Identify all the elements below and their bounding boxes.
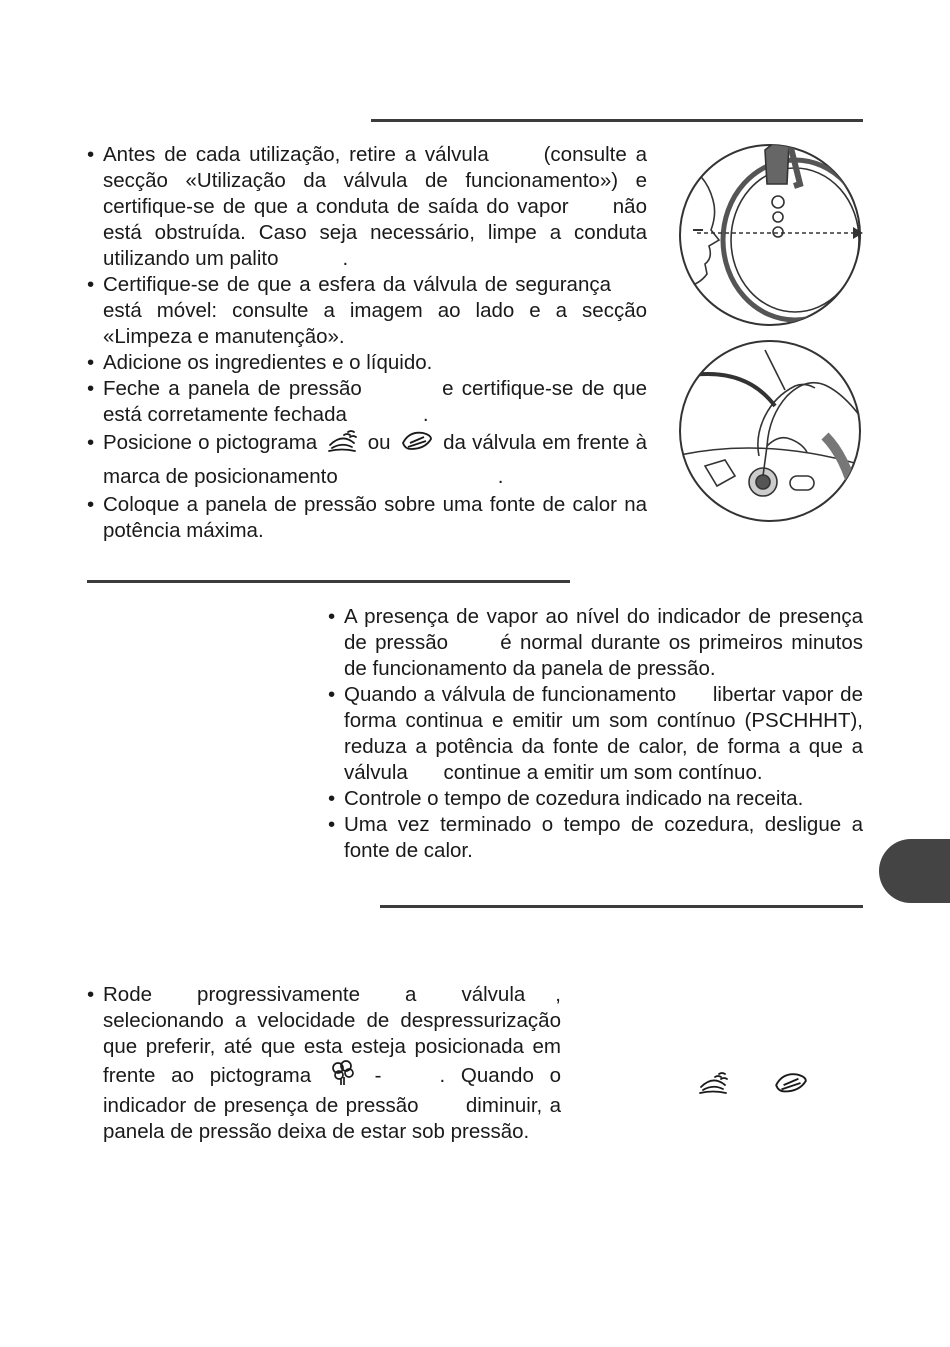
- steam-fish-icon: [773, 1070, 809, 1101]
- list-item: • Coloque a panela de pressão sobre uma fonte de calor na potência máxima.: [87, 492, 647, 544]
- chapter-tab: [879, 839, 950, 903]
- list-item: • Posicione o pictograma ou da válvula em frente à marca de posicionamento .: [87, 428, 647, 492]
- section-rule-1: [371, 119, 863, 122]
- list-item: • Adicione os ingredientes e o líquido.: [87, 350, 647, 376]
- valve-inspection-illustration: [675, 140, 865, 330]
- section-rule-2: [87, 580, 570, 583]
- steam-vegetables-icon: [326, 429, 358, 462]
- section-rule-3: [380, 905, 863, 908]
- list-item: • A presença de vapor ao nível do indicador de presença de pressão é normal durante os primeiros minutos de funcionamento da panela de pressão.: [328, 604, 863, 682]
- steam-fish-icon: [400, 429, 434, 462]
- steam-release-icon: [330, 1060, 356, 1093]
- section-3-list: [87, 982, 561, 1145]
- list-item: • Uma vez terminado o tempo de cozedura, desligue a fonte de calor.: [328, 812, 863, 864]
- list-item: • Quando a válvula de funcionamento libertar vapor de forma continua e emitir um som contínuo (PSCHHHT), reduza a potência da fonte de calor, de forma a que a válvula continue a emitir um som contínuo.: [328, 682, 863, 786]
- list-item: • Feche a panela de pressão e certifique-se de que está corretamente fechada .: [87, 376, 647, 428]
- steam-vegetables-icon: [697, 1070, 729, 1101]
- section-2-list: [328, 604, 863, 864]
- safety-valve-check-illustration: [675, 336, 865, 526]
- section-1-list: [87, 142, 647, 544]
- list-item: • Controle o tempo de cozedura indicado na receita.: [328, 786, 863, 812]
- list-item: • Rode progressivamente a válvula , selecionando a velocidade de despressurização que preferir, até que esta esteja posicionada em frente ao pictograma - . Quando o indicador de presença de pressão diminuir, a panela de pressão deixa de estar sob pressão.: [87, 982, 561, 1145]
- list-item: • Antes de cada utilização, retire a válvula (consulte a secção «Utilização da válvula de funcionamento») e certifique-se de que a conduta de saída do vapor não está obstruída. Caso seja necessário, limpe a conduta utilizando um palito .: [87, 142, 647, 272]
- list-item: • Certifique-se de que a esfera da válvula de segurança está móvel: consulte a imagem ao lado e a secção «Limpeza e manutenção».: [87, 272, 647, 350]
